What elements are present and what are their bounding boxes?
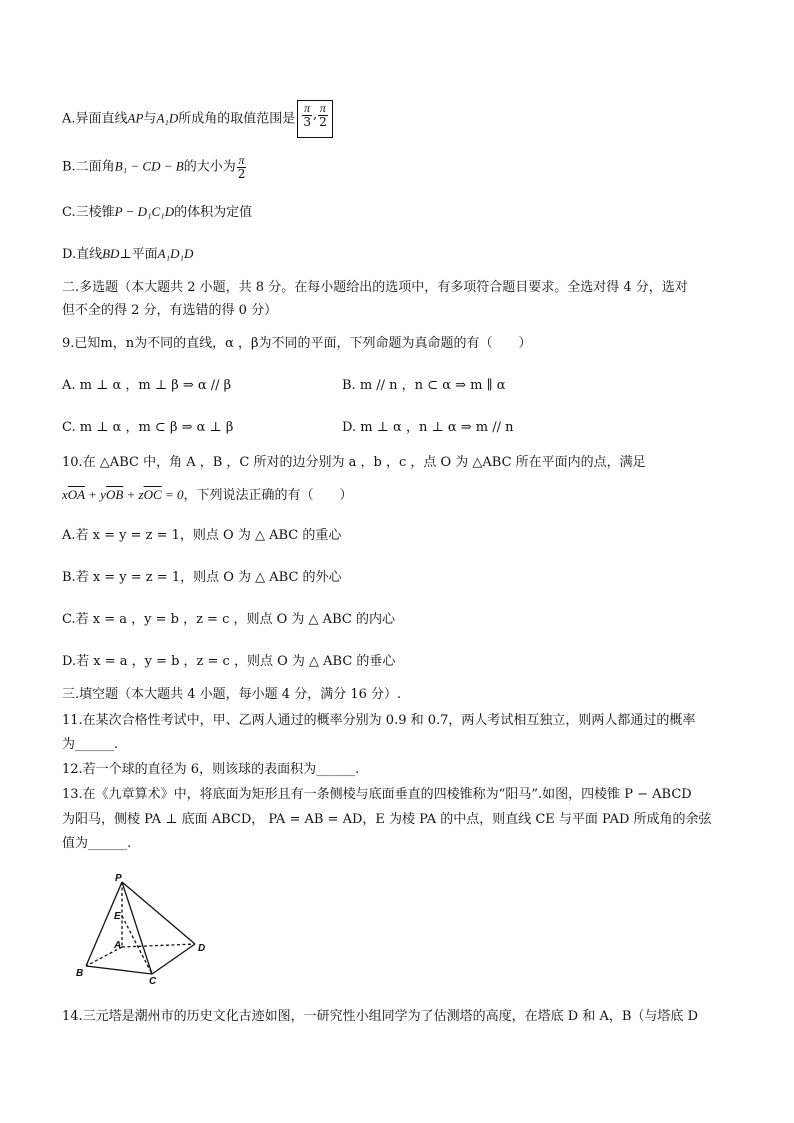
q13-line1: 13.在《九章算术》中，将底面为矩形且有一条侧棱与底面垂直的四棱锥称为“阳马”.如图，四棱锥 P − ABCD (62, 787, 692, 802)
q8-option-a-interval: $\frac{\pi}{3}$ , $\frac{\pi}{2}$ (297, 100, 332, 138)
label-c: C (149, 976, 157, 984)
q8-option-a-range-text: 所成角的取值范围是 (178, 111, 296, 127)
q8-option-b-text: B.二面角 (62, 159, 115, 175)
q14-line1: 14.三元塔是潮州市的历史文化古迹如图，一研究性小组同学为了估测塔的高度，在塔底 D 和 A，B（与塔底 D (62, 1009, 698, 1024)
q8-option-c-volume-text: 的体积为定值 (174, 205, 253, 220)
edge-cd (152, 944, 195, 974)
q8-option-a-line-a1d: A₁D (156, 110, 179, 126)
q10-option-d: D.若 x = a ，y = b ，z = c ，则点 O 为 △ ABC 的垂心 (62, 654, 396, 669)
q8-option-c (62, 204, 252, 221)
label-a: A (114, 940, 122, 951)
q13-line3: 值为______. (62, 836, 132, 851)
q8-option-a (62, 100, 333, 138)
q12-line1: 12.若一个球的直径为 6，则该球的表面积为______. (62, 762, 360, 777)
q10-option-a: A.若 x = y = z = 1，则点 O 为 △ ABC 的重心 (62, 528, 342, 543)
q8-option-d-plane: A₁D₁D (157, 246, 194, 261)
q8-option-a-frac2: $\frac{\pi}{2}$ (319, 101, 327, 129)
q10-stem: 10.在 △ABC 中，角 A ，B ，C 所对的边分别为 a ，b ，c ，点 O 为 △ABC 所在平面内的点，满足 (62, 455, 646, 470)
q8-option-d-plane-text: 平面 (131, 247, 158, 262)
q8-option-c-pyramid: P − D₁C₁D (114, 204, 175, 219)
pyramid-figure (70, 872, 230, 984)
label-d: D (198, 943, 206, 954)
q9-option-c: C. m ⊥ α ，m ⊂ β ⇒ α ⊥ β (62, 420, 234, 435)
vector-oa: $\overline{OA}$ (67, 487, 85, 502)
q10-condition: $x\overline{OA} + y\overline{OB} + z\overline{OC} = 0$，下列说法正确的有（ ） (62, 487, 353, 503)
q11-line1: 11.在某次合格性考试中，甲、乙两人通过的概率分别为 0.9 和 0.7，两人考试相互独立，则两人都通过的概率 (62, 713, 696, 728)
label-p: P (115, 873, 122, 884)
q8-option-b (62, 154, 247, 180)
edge-pc (122, 882, 152, 974)
q8-option-b-frac: $\frac{\pi}{2}$ (237, 153, 246, 181)
section2-heading-line1: 二.多选题（本大题共 2 小题，共 8 分。在每小题给出的选项中，有多项符合题目要求。全选对得 4 分，选对 (62, 280, 688, 295)
q8-option-c-text: C.三棱锥 (62, 205, 115, 220)
q13-line2: 为阳马，侧棱 PA ⊥ 底面 ABCD， PA = AB = AD，E 为棱 PA 的中点，则直线 CE 与平面 PAD 所成角的余弦 (62, 812, 712, 827)
q8-option-d (62, 246, 193, 263)
edge-ad (122, 944, 195, 947)
q10-option-b: B.若 x = y = z = 1，则点 O 为 △ ABC 的外心 (62, 570, 342, 585)
q10-option-c: C.若 x = a ，y = b ，z = c ，则点 O 为 △ ABC 的内心 (62, 612, 395, 627)
q8-option-a-and: 与 (143, 111, 157, 127)
segment-ce (122, 916, 152, 974)
q9-option-b: B. m // n ，n ⊂ α ⇒ m ∥ α (342, 378, 506, 393)
q9-option-d: D. m ⊥ α ，n ⊥ α ⇒ m // n (342, 420, 514, 435)
q8-option-b-dihedral: B₁ − CD − B (114, 158, 184, 174)
q8-option-d-line: BD⊥ (102, 246, 132, 261)
q9-stem: 9.已知m，n为不同的直线，α ，β为不同的平面，下列命题为真命题的有（ ） (62, 336, 532, 351)
q8-option-a-text: A.异面直线 (62, 111, 128, 127)
edge-pb (86, 882, 122, 966)
q8-option-d-text: D.直线 (62, 247, 103, 262)
q8-option-b-size-text: 的大小为 (183, 159, 236, 175)
label-b: B (76, 968, 84, 979)
section3-heading: 三.填空题（本大题共 4 小题，每小题 4 分，满分 16 分）. (62, 687, 402, 702)
label-e: E (114, 911, 121, 922)
edge-bc (86, 966, 152, 974)
edge-pd (122, 882, 195, 944)
section2-heading-line2: 但不全的得 2 分，有选错的得 0 分） (62, 303, 278, 318)
q11-line2: 为______. (62, 737, 119, 752)
q8-option-a-line-ap: AP (127, 110, 144, 126)
vector-ob: $\overline{OB}$ (105, 487, 124, 502)
q8-option-a-frac1: $\frac{\pi}{3}$ (303, 101, 311, 129)
q9-option-a: A. m ⊥ α ，m ⊥ β ⇒ α // β (62, 378, 232, 393)
vector-oc: $\overline{OC}$ (143, 487, 162, 502)
